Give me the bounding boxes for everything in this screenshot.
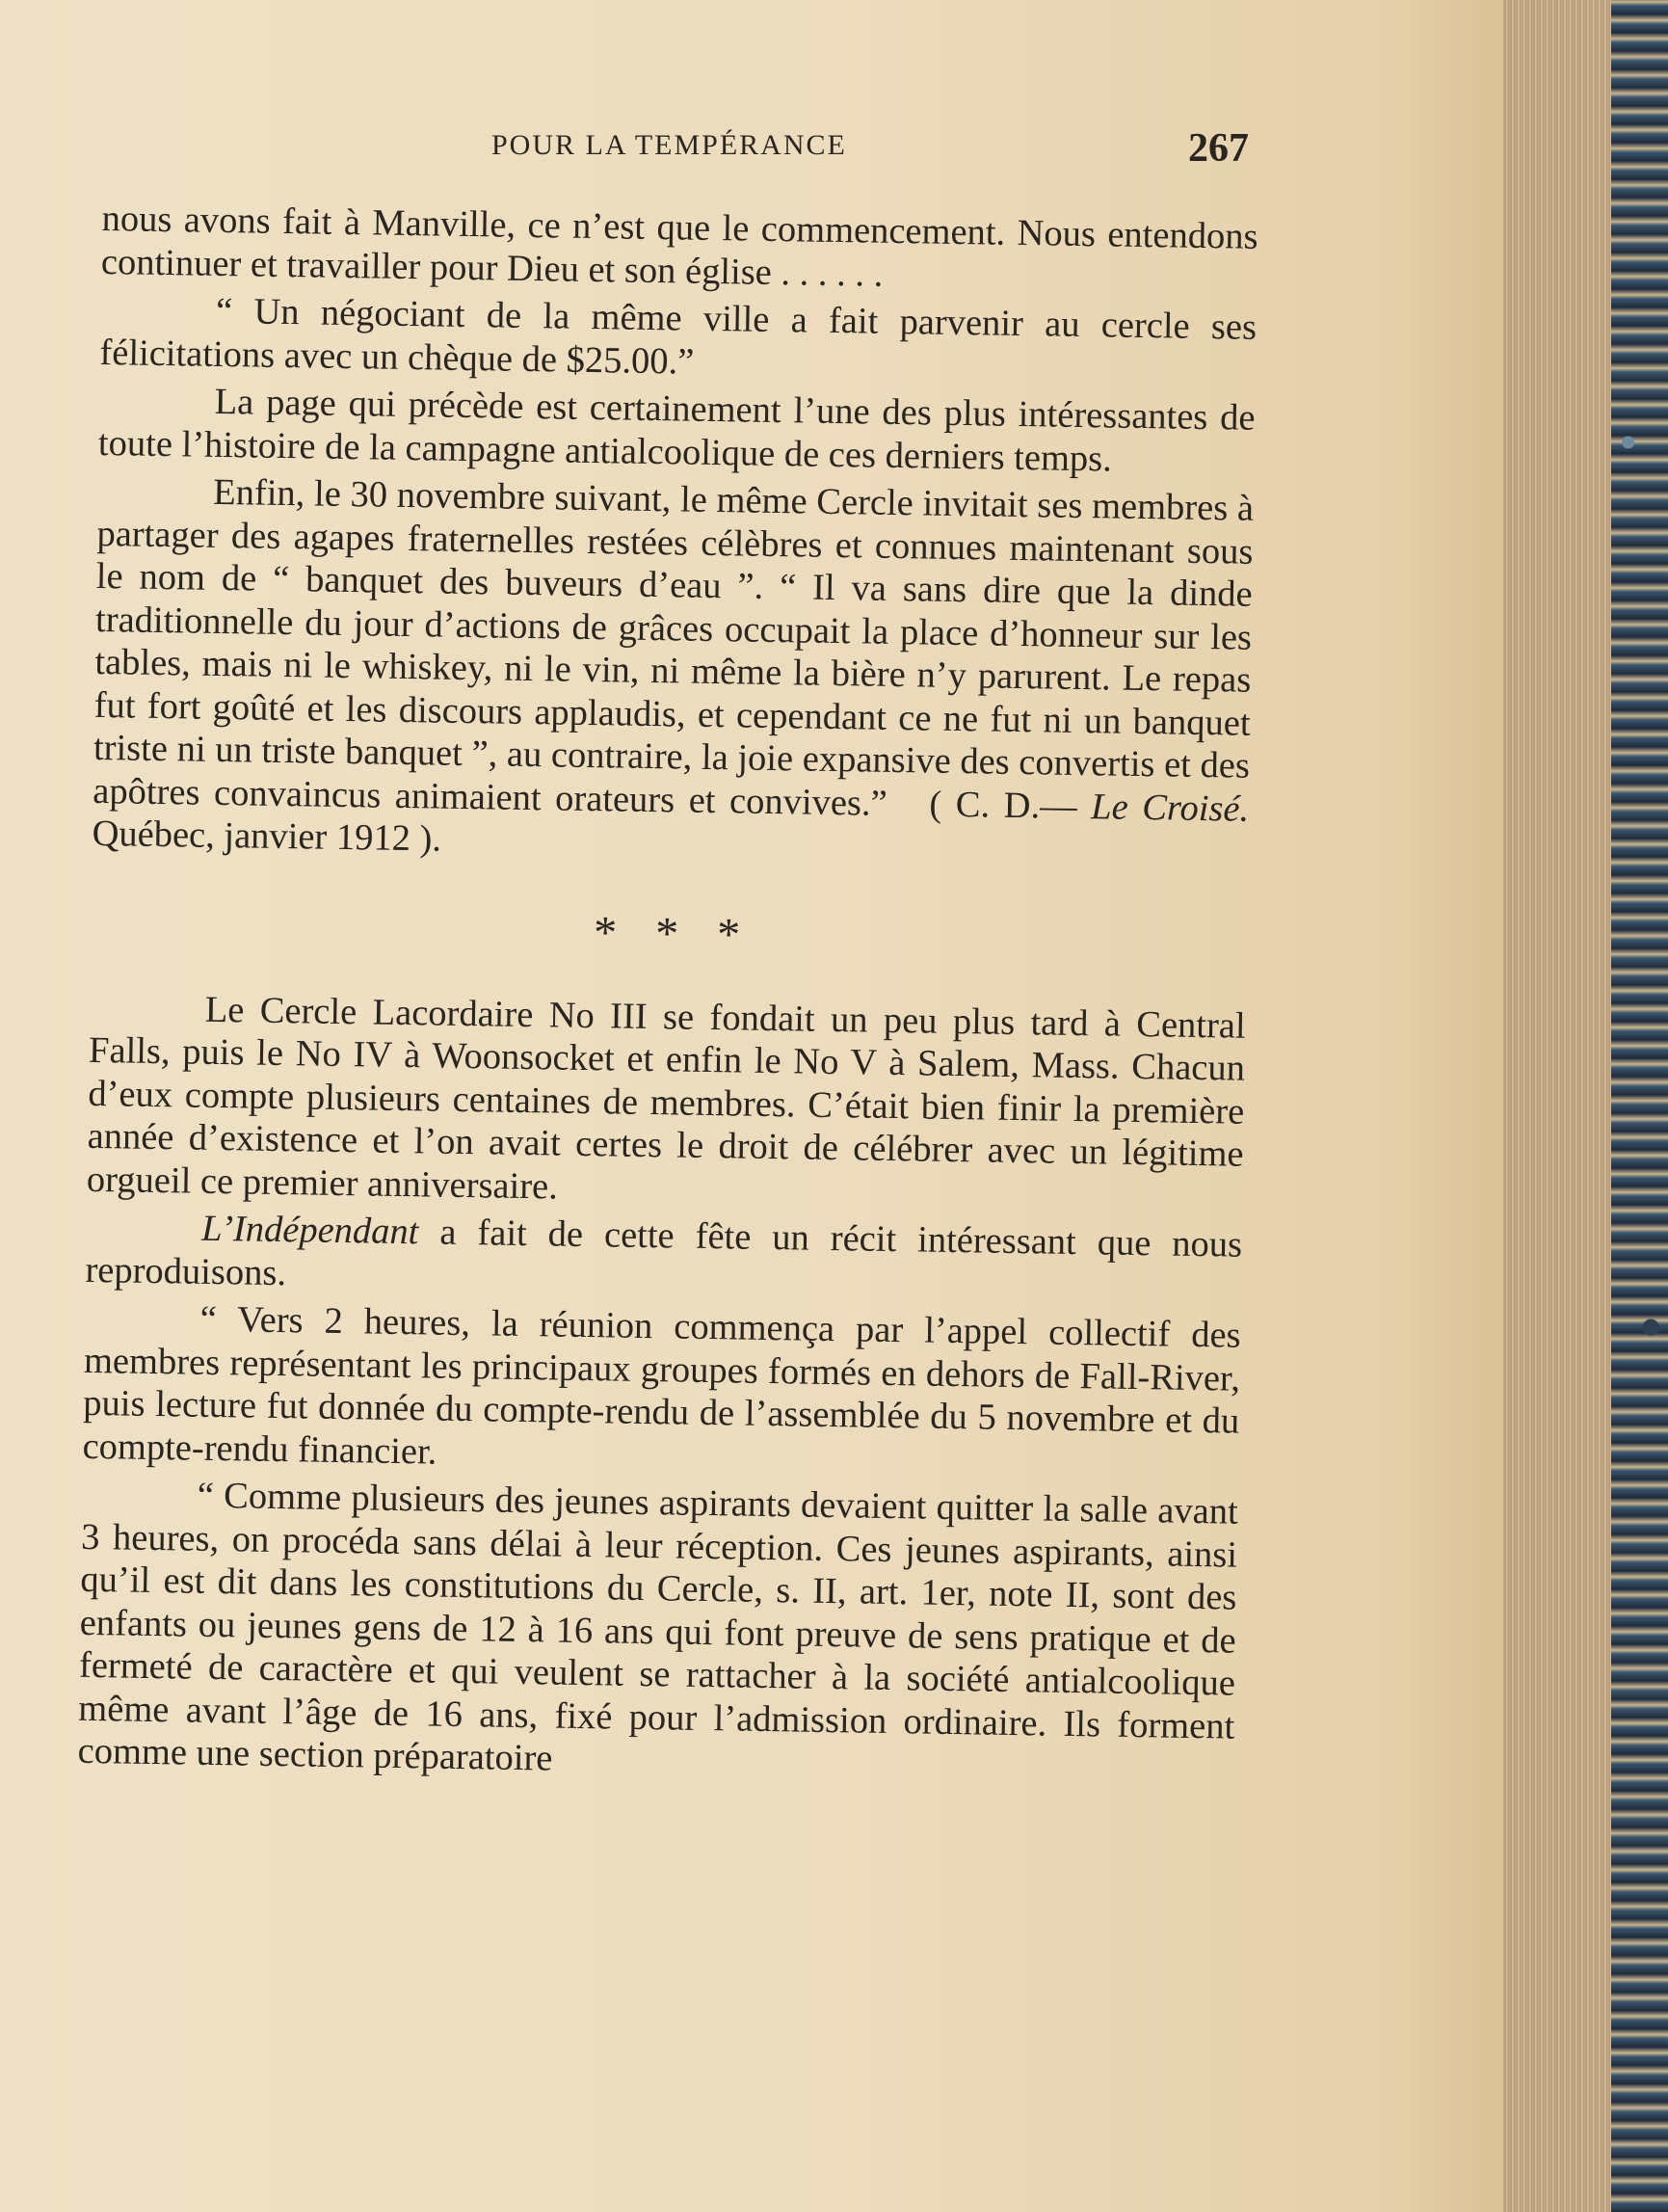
citation-title: Le Croisé.: [1090, 786, 1250, 830]
section-separator: * * *: [593, 906, 755, 961]
page-header: [0, 125, 1518, 183]
citation-open: ( C. D.—: [929, 784, 1092, 827]
page-number: 267: [1188, 126, 1249, 171]
citation-close: Québec, janvier 1912 ).: [92, 813, 442, 860]
page-body: [77, 198, 1258, 1796]
paragraph-1: nous avons fait à Manville, ce n’est que le commencement. Nous entendons continuer et travailler pour Dieu et son église . . . . . .: [100, 198, 1258, 295]
page-edges: [1503, 0, 1611, 2212]
paragraph-3: La page qui précède est certainement l’une des plus intéressantes de toute l’histoire de la campagne antialcoolique de ces derniers temps.: [97, 381, 1256, 479]
marbled-cover: [1611, 0, 1668, 2212]
paragraph-4-text: Enfin, le 30 novembre suivant, le même Cercle invitait ses membres à partager des agapes fraternelles restées célèbres et connues maintenant sous le nom de “ banquet des buveurs d’eau ”. “ Il va sans dire que la dinde traditionnelle du jour d’actions de grâces occupait la place d’honneur sur les tables, mais ni le whiskey, ni le vin, ni même la bière n’y parurent. Le repas fut fort goûté et les discours applaudis, et cependant ce ne fut ni un banquet triste ni un triste banquet ”, au contraire, la joie expansive des convertis et des apôtres convaincus animaient orateurs et convives.”: [93, 471, 1255, 824]
paragraph-7: “ Vers 2 heures, la réunion commença par l’appel collectif des membres représentant les principaux groupes formés en dehors de Fall-River, puis lecture fut donnée du compte-rendu de l’assemblée du 5 novembre et du compte-rendu financier.: [82, 1298, 1241, 1473]
running-head: POUR LA TEMPÉRANCE: [491, 129, 847, 161]
paragraph-6: [85, 1206, 1242, 1310]
paragraph-2: “ Un négociant de la même ville a fait parvenir au cercle ses félicitations avec un chèque de $25.00.”: [99, 290, 1258, 383]
paragraph-4: [92, 469, 1254, 873]
newspaper-title: L’Indépendant: [200, 1208, 419, 1253]
paragraph-6-text: a fait de cette fête un récit intéressant que nous reproduisons.: [85, 1212, 1243, 1293]
paragraph-5: Le Cercle Lacordaire No III se fondait un peu plus tard à Central Falls, puis le No IV à Woonsocket et enfin le No V à Salem, Mass. Chacun d’eux compte plusieurs centaines de membres. C’était bien finir la première année d’existence et l’on avait certes le droit de célébrer avec un légitime orgueil ce premier anniversaire.: [86, 989, 1246, 1208]
paragraph-8: “ Comme plusieurs des jeunes aspirants devaient quitter la salle avant 3 heures, on procéda sans délai à leur réception. Ces jeunes aspirants, ainsi qu’il est dit dans les constitutions du Cercle, s. II, art. 1er, note II, sont des enfants ou jeunes gens de 12 à 16 ans qui font preuve de sens pratique et de fermeté de caractère et qui veulent se rattacher à la société antialcoolique même avant l’âge de 16 ans, fixé pour l’admission ordinaire. Ils forment comme une section préparatoire: [77, 1475, 1239, 1779]
